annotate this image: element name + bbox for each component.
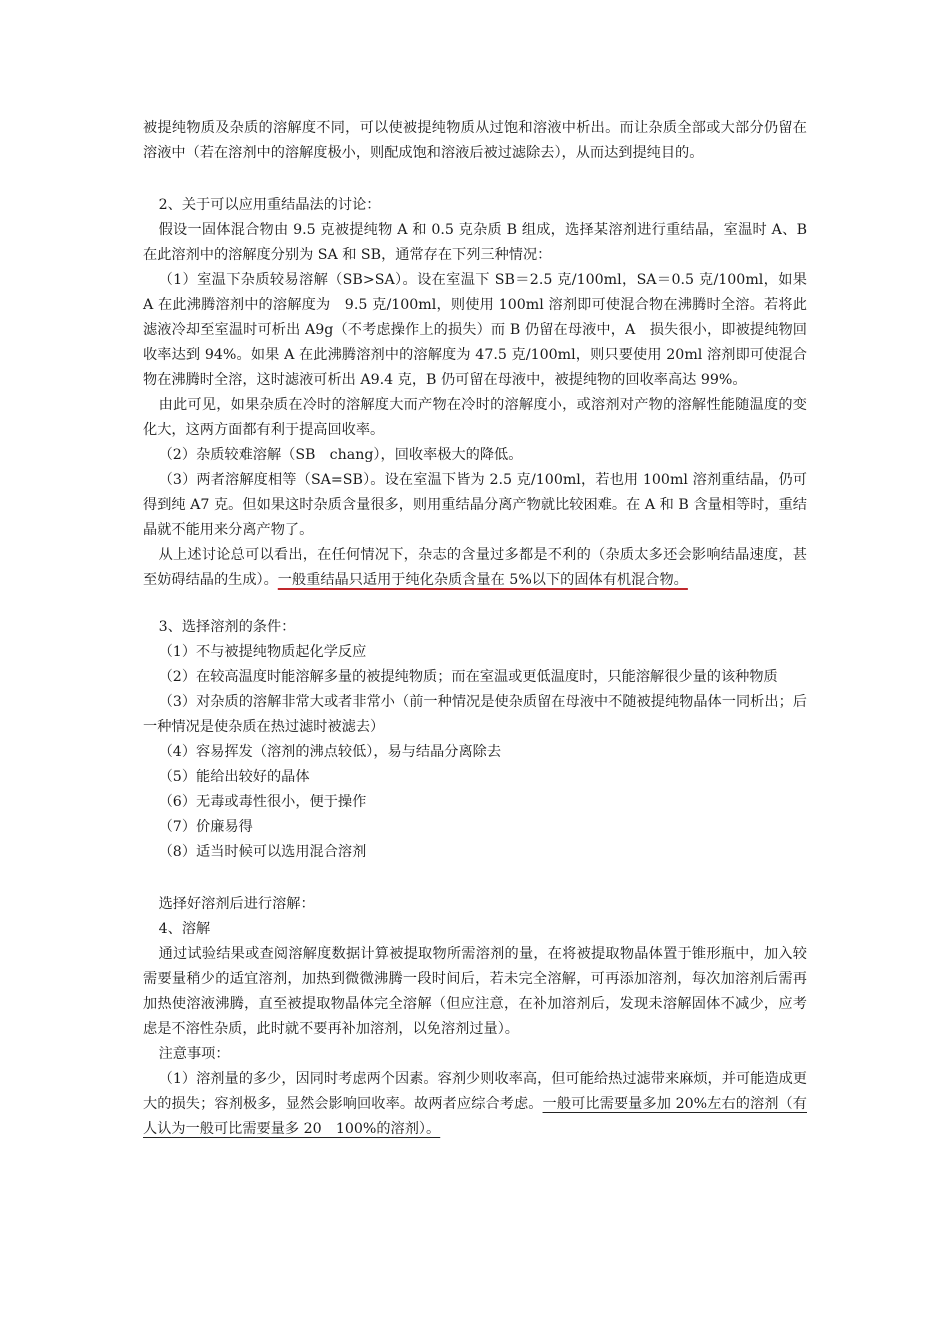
condition-item-6: （6）无毒或毒性很小，便于操作 bbox=[158, 794, 367, 810]
condition-item-5: （5）能给出较好的晶体 bbox=[158, 769, 310, 785]
notes-heading: 注意事项： bbox=[158, 1046, 230, 1062]
condition-item-3: （3）对杂质的溶解非常大或者非常小（前一种情况是使杂质留在母液中不随被提纯物晶体一同析出；后一种情况是使杂质在热过滤时被滤去） bbox=[143, 694, 807, 735]
underlined-recommendation: 一般可比需要量多加 20%左右的溶剂（有人认为一般可比需要量多 20 100%的溶剂）。 bbox=[143, 1096, 807, 1137]
assumption-paragraph: 假设一固体混合物由 9.5 克被提纯物 A 和 0.5 克杂质 B 组成，选择某溶剂进行重结晶，室温时 A、B 在此溶剂中的溶解度分别为 SA 和 SB，通常存在下列三种情况： bbox=[143, 222, 807, 263]
intro-paragraph: 被提纯物质及杂质的溶解度不同，可以使被提纯物质从过饱和溶液中析出。而让杂质全部或大部分仍留在溶液中（若在溶剂中的溶解度极小，则配成饱和溶液后被过滤除去），从而达到提纯目的。 bbox=[143, 120, 807, 161]
section-3-heading: 3、选择溶剂的条件： bbox=[158, 619, 296, 635]
case-3-paragraph: （3）两者溶解度相等（SA=SB）。设在室温下皆为 2.5 克/100ml，若也用 100ml 溶剂重结晶，仍可得到纯 A7 克。但如果这时杂质含量很多，则用重结晶分离产物就比较困难。在 A 和 B 含量相等时，重结晶就不能用来分离产物了。 bbox=[143, 472, 807, 538]
condition-item-7: （7）价廉易得 bbox=[158, 819, 253, 835]
dissolve-intro: 选择好溶剂后进行溶解： bbox=[158, 896, 315, 912]
condition-item-2: （2）在较高温度时能溶解多量的被提纯物质；而在室温或更低温度时，只能溶解很少量的该种物质 bbox=[158, 669, 778, 685]
section-2-heading: 2、关于可以应用重结晶法的讨论： bbox=[158, 197, 381, 213]
condition-item-4: （4）容易挥发（溶剂的沸点较低），易与结晶分离除去 bbox=[158, 744, 502, 760]
summary-text: 从上述讨论总可以看出，在任何情况下，杂志的含量过多都是不利的（杂质太多还会影响结晶速度，甚至妨碍结晶的生成）。 bbox=[143, 547, 807, 588]
dissolve-paragraph: 通过试验结果或查阅溶解度数据计算被提取物所需溶剂的量，在将被提取物晶体置于锥形瓶中，加入较需要量稍少的适宜溶剂，加热到微微沸腾一段时间后，若未完全溶解，可再添加溶剂，每次加溶剂后需再加热使溶液沸腾，直至被提取物晶体完全溶解（但应注意，在补加溶剂后，发现未溶解固体不减少，应考虑是不溶性杂质，此时就不要再补加溶剂，以免溶剂过量）。 bbox=[143, 946, 807, 1037]
note-1-text: （1）溶剂量的多少，因同时考虑两个因素。容剂少则收率高，但可能给热过滤带来麻烦，并可能造成更大的损失；容剂极多，显然会影响回收率。故两者应综合考虑。 bbox=[143, 1071, 807, 1112]
case-2-paragraph: （2）杂质较难溶解（SB chang），回收率极大的降低。 bbox=[158, 447, 523, 463]
spacer bbox=[143, 593, 807, 615]
condition-item-8: （8）适当时候可以选用混合溶剂 bbox=[158, 844, 367, 860]
underlined-key-statement: 一般重结晶只适用于纯化杂质含量在 5%以下的固体有机混合物。 bbox=[277, 572, 688, 588]
summary-paragraph bbox=[143, 543, 807, 593]
note-1-paragraph bbox=[143, 1067, 807, 1142]
spacer bbox=[143, 166, 807, 193]
case-1-paragraph: （1）室温下杂质较易溶解（SB>SA）。设在室温下 SB＝2.5 克/100ml，SA＝0.5 克/100ml，如果 A 在此沸腾溶剂中的溶解度为 9.5 克/100ml，则使用 100ml 溶剂即可使混合物在沸腾时全溶。若将此滤液冷却至室温时可析出 A9g（不考虑操作上的损失）而 B 仍留在母液中，A 损失很小，即被提纯物回收率达到 94%。如果 A 在此沸腾溶剂中的溶解度为 47.5 克/100ml，则只要使用 20ml 溶剂即可使混合物在沸腾时全溶，这时滤液可析出 A9.4 克，B 仍可留在母液中，被提纯物的回收率高达 99%。 bbox=[143, 272, 807, 388]
conclusion-paragraph: 由此可见，如果杂质在冷时的溶解度大而产物在冷时的溶解度小，或溶剂对产物的溶解性能随温度的变化大，这两方面都有利于提高回收率。 bbox=[143, 397, 807, 438]
section-4-heading: 4、溶解 bbox=[158, 921, 211, 937]
spacer bbox=[143, 865, 807, 892]
condition-item-1: （1）不与被提纯物质起化学反应 bbox=[158, 644, 367, 660]
